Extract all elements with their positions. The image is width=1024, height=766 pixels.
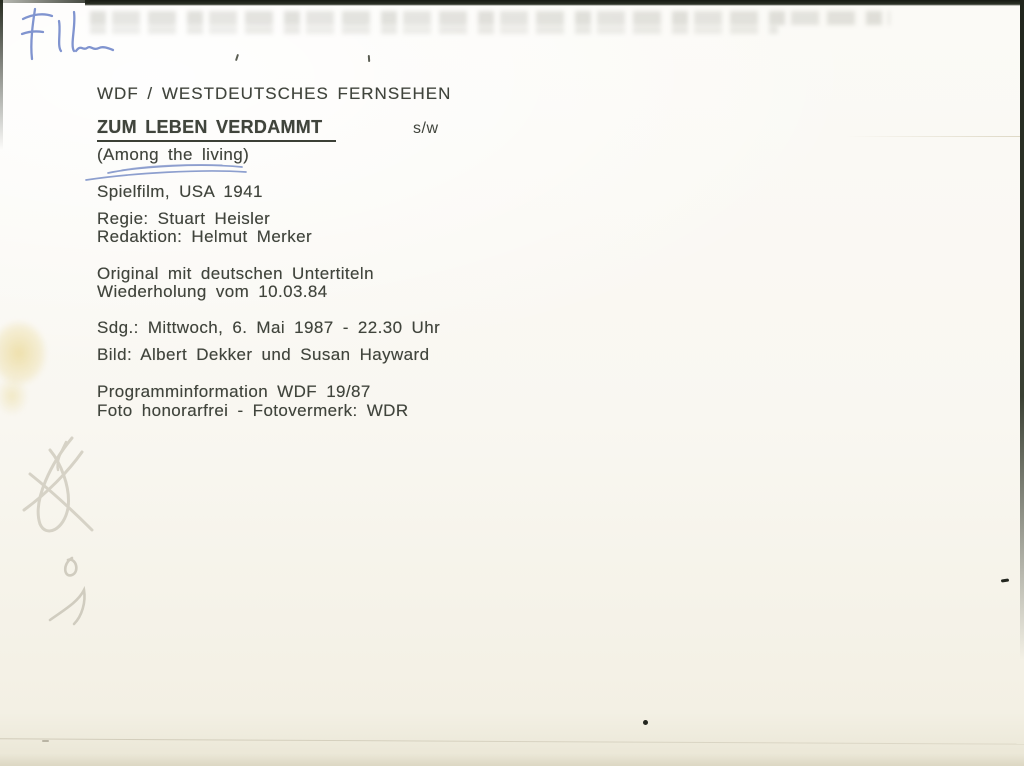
scan-edge-right	[1020, 0, 1024, 660]
ink-speck	[235, 54, 239, 61]
fold-line	[0, 738, 1024, 744]
broadcast-line: Sdg.: Mittwoch, 6. Mai 1987 - 22.30 Uhr	[97, 318, 441, 337]
glue-stain-small	[0, 372, 36, 420]
pencil-scribble-large	[10, 432, 105, 547]
title-row	[97, 117, 439, 142]
pencil-speck	[42, 740, 49, 742]
bleedthrough-text-band	[90, 9, 890, 31]
ink-dash	[1001, 578, 1009, 582]
scratch-line	[845, 136, 1020, 137]
film-title: ZUM LEBEN VERDAMMT	[97, 117, 336, 142]
ink-speck	[368, 55, 370, 62]
repeat-line: Wiederholung vom 10.03.84	[97, 282, 328, 301]
scan-edge-top	[85, 0, 1024, 6]
format-note: s/w	[413, 120, 439, 137]
scan-edge-bottom	[0, 754, 1024, 766]
bleedthrough-row	[90, 11, 890, 25]
photo-caption-line: Bild: Albert Dekker und Susan Hayward	[97, 345, 430, 364]
production-line: Spielfilm, USA 1941	[97, 182, 263, 201]
director-line: Regie: Stuart Heisler	[97, 209, 271, 228]
scan-edge-top-left	[0, 0, 90, 3]
handwritten-film-note	[20, 6, 120, 66]
info-line: Programminformation WDF 19/87	[97, 382, 371, 401]
broadcaster-line: WDF / WESTDEUTSCHES FERNSEHEN	[97, 84, 452, 103]
bleedthrough-row	[90, 26, 778, 34]
blue-underline-scribble	[82, 160, 252, 184]
version-line: Original mit deutschen Untertiteln	[97, 264, 374, 283]
original-title: (Among the living)	[97, 145, 250, 164]
scan-edge-left	[0, 0, 3, 150]
pencil-scribble-small	[42, 550, 102, 630]
photo-credit-line: Foto honorarfrei - Fotovermerk: WDR	[97, 401, 409, 420]
ink-dot	[643, 720, 648, 725]
editor-line: Redaktion: Helmut Merker	[97, 227, 313, 246]
